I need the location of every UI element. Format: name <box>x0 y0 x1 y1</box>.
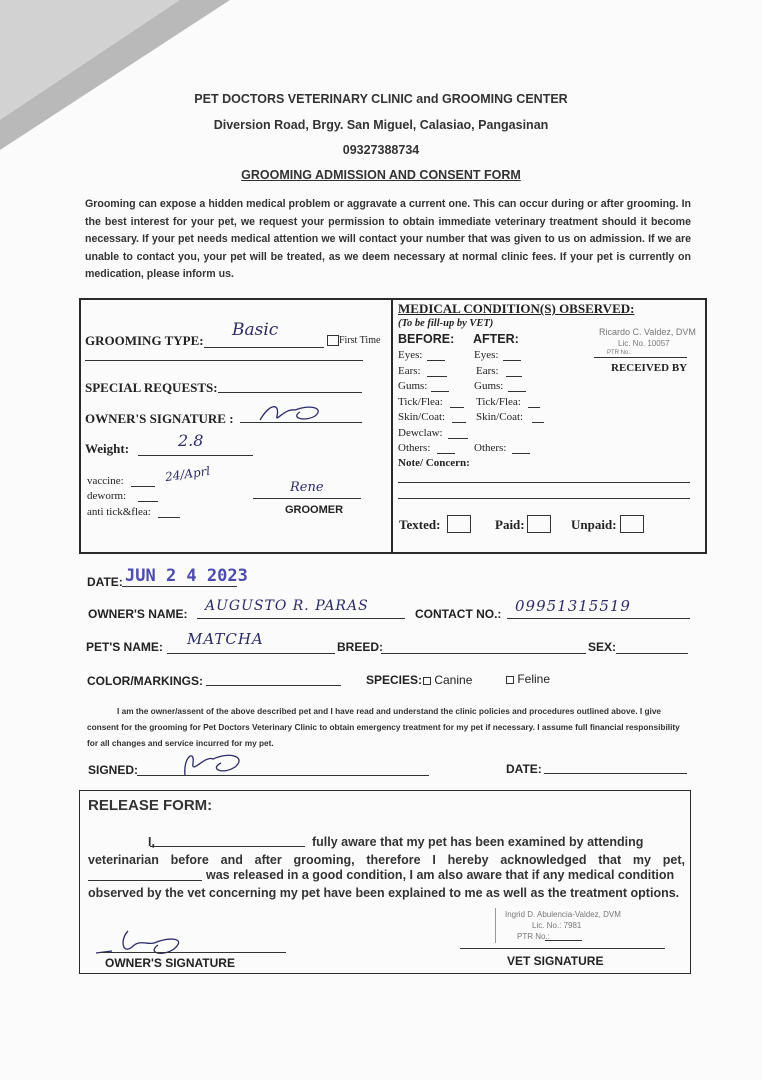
before-gums-line <box>431 391 449 392</box>
release-stamp-lic: Lic. No.: 7981 <box>532 921 582 930</box>
canine-label: Canine <box>434 673 473 687</box>
deworm-line <box>138 501 158 502</box>
groomer-label: GROOMER <box>285 504 344 516</box>
after-tickflea-line <box>528 407 540 408</box>
first-time-label: First Time <box>339 335 381 346</box>
after-eyes: Eyes: <box>474 349 499 361</box>
before-dewclaw-line <box>448 438 468 439</box>
after-others: Others: <box>474 442 507 454</box>
vet-stamp-name: Ricardo C. Valdez, DVM <box>599 327 696 337</box>
release-name-line[interactable] <box>150 846 305 847</box>
before-tickflea: Tick/Flea: <box>398 396 443 408</box>
weight-value[interactable]: 2.8 <box>178 431 204 450</box>
groomer-line <box>253 498 361 499</box>
sex-label: SEX: <box>588 640 617 654</box>
before-others-line <box>437 453 455 454</box>
texted-label: Texted: <box>399 517 441 532</box>
special-requests-label: SPECIAL REQUESTS: <box>85 380 218 395</box>
note-line-1[interactable] <box>398 482 690 483</box>
unpaid-label: Unpaid: <box>571 517 617 532</box>
antitick-label: anti tick&flea: <box>87 506 151 518</box>
before-dewclaw: Dewclaw: <box>398 427 443 439</box>
before-skincoat-line <box>452 422 466 423</box>
owner-name-label: OWNER'S NAME: <box>88 607 188 621</box>
after-ears: Ears: <box>476 365 499 377</box>
groomer-value[interactable]: Rene <box>290 480 324 495</box>
release-ptr-line <box>545 940 582 941</box>
vaccine-value[interactable]: 24/Aprl <box>164 463 211 485</box>
vaccine-line <box>131 486 155 487</box>
signed-scribble <box>175 747 255 781</box>
owner-sig-label: OWNER'S SIGNATURE <box>105 956 235 970</box>
release-stamp-border <box>495 908 496 943</box>
box-divider <box>391 300 393 552</box>
after-gums-line <box>508 391 526 392</box>
texted-checkbox[interactable] <box>447 515 471 533</box>
breed-label: BREED: <box>337 640 384 654</box>
medical-subtitle: (To be fill-up by VET) <box>398 318 494 329</box>
breed-line[interactable] <box>381 653 586 654</box>
release-i: I, <box>148 835 155 849</box>
date2-line[interactable] <box>544 773 687 774</box>
release-stamp-name: Ingrid D. Abulencia-Valdez, DVM <box>505 910 621 919</box>
weight-line <box>138 455 253 456</box>
vet-sig-line[interactable] <box>460 948 665 949</box>
grooming-type-value[interactable]: Basic <box>232 320 279 340</box>
canine-checkbox <box>423 677 431 685</box>
checkbox-icon <box>327 335 339 346</box>
before-eyes: Eyes: <box>398 349 423 361</box>
note-label: Note/ Concern: <box>398 457 470 469</box>
contact-line <box>507 618 690 619</box>
after-gums: Gums: <box>474 380 504 392</box>
after-eyes-line <box>503 360 521 361</box>
vet-stamp-ptr: PTR No.: <box>607 350 632 356</box>
pet-name-value[interactable]: MATCHA <box>187 630 264 648</box>
clinic-name: PET DOCTORS VETERINARY CLINIC and GROOMING CENTER <box>194 92 568 106</box>
signed-label: SIGNED: <box>88 763 139 777</box>
before-eyes-line <box>427 360 445 361</box>
after-skincoat: Skin/Coat: <box>476 411 524 423</box>
after-tickflea: Tick/Flea: <box>476 396 521 408</box>
release-pet-line[interactable] <box>88 880 202 881</box>
paid-checkbox[interactable] <box>527 515 551 533</box>
paid-label: Paid: <box>495 517 525 532</box>
before-others: Others: <box>398 442 431 454</box>
received-line <box>594 357 687 358</box>
release-line-2: veterinarian before and after grooming, therefore I hereby acknowledged that my pet, <box>88 853 685 867</box>
contact-label: CONTACT NO.: <box>415 607 502 621</box>
after-label: AFTER: <box>473 332 519 346</box>
before-tickflea-line <box>450 407 464 408</box>
clinic-phone: 09327388734 <box>342 143 420 157</box>
vet-sig-label: VET SIGNATURE <box>507 954 604 968</box>
sex-line[interactable] <box>616 653 688 654</box>
special-requests-line[interactable] <box>218 392 362 393</box>
medical-title: MEDICAL CONDITION(S) OBSERVED: <box>398 301 635 316</box>
first-time-checkbox[interactable] <box>327 335 380 346</box>
grooming-extra-line <box>85 360 363 361</box>
after-others-line <box>512 453 530 454</box>
before-ears-line <box>427 376 447 377</box>
grooming-type-line <box>204 347 324 348</box>
antitick-line <box>158 517 180 518</box>
owner-name-line <box>197 618 405 619</box>
grooming-type-label: GROOMING TYPE: <box>85 333 204 348</box>
feline-checkbox <box>506 676 514 684</box>
species-label: SPECIES: <box>366 673 423 687</box>
consent-paragraph: I am the owner/assent of the above described pet and I have read and understand the clinic policies and procedures outlined above. I give consent for the grooming for Pet Doctors Veterinary Clinic to obtain emergency treatment for my pet if necessary. I assume full financial responsibility for all changes and service incurred for my pet. <box>87 706 680 748</box>
intro-paragraph: Grooming can expose a hidden medical problem or aggravate a current one. This can occur during or after grooming. In the best interest for your pet, we request your permission to obtain immediate veterinary treatment should it become necessary. If your pet needs medical attention we will contact your number that was given to us on admission. If we are unable to contact you, your pet will be treated, as we deem necessary at normal clinic fees. If your pet is currently on medication, please inform us. <box>85 198 691 281</box>
before-label: BEFORE: <box>398 332 455 346</box>
date2-label: DATE: <box>506 762 542 776</box>
owner-sig-line[interactable] <box>100 952 286 953</box>
deworm-label: deworm: <box>87 490 127 502</box>
release-line-3: was released in a good condition, I am also aware that if any medical condition <box>206 868 675 882</box>
weight-label: Weight: <box>85 441 130 456</box>
after-skincoat-line <box>532 422 544 423</box>
before-ears: Ears: <box>398 365 421 377</box>
release-title: RELEASE FORM: <box>88 797 213 814</box>
note-line-2[interactable] <box>398 498 690 499</box>
release-line-1: fully aware that my pet has been examined by attending <box>312 835 644 849</box>
unpaid-checkbox[interactable] <box>620 515 644 533</box>
before-skincoat: Skin/Coat: <box>398 411 446 423</box>
owner-name-value[interactable]: AUGUSTO R. PARAS <box>205 598 369 614</box>
vaccine-label: vaccine: <box>87 475 124 487</box>
color-label: COLOR/MARKINGS: <box>87 674 203 688</box>
release-line-4: observed by the vet concerning my pet have been explained to me as well as the treatment options. <box>88 886 680 900</box>
pet-name-line <box>167 653 335 654</box>
received-by-label: RECEIVED BY <box>611 362 688 374</box>
date-line <box>122 586 237 587</box>
after-ears-line <box>506 376 522 377</box>
owner-signature-label: OWNER'S SIGNATURE : <box>85 411 234 426</box>
owner-signature-scribble <box>255 398 330 426</box>
contact-value[interactable]: 09951315519 <box>515 597 631 615</box>
pet-name-label: PET'S NAME: <box>86 640 163 654</box>
clinic-address: Diversion Road, Brgy. San Miguel, Calasiao, Pangasinan <box>213 118 549 132</box>
feline-label: Feline <box>517 672 551 686</box>
color-line[interactable] <box>206 685 341 686</box>
date-stamp[interactable]: JUN 2 4 2023 <box>125 566 248 586</box>
canine-option[interactable] <box>423 673 472 687</box>
date-label: DATE: <box>87 575 123 589</box>
release-stamp-ptr: PTR No.: <box>517 932 550 941</box>
before-gums: Gums: <box>398 380 428 392</box>
vet-stamp-lic: Lic. No. 10057 <box>618 339 670 348</box>
form-title: GROOMING ADMISSION AND CONSENT FORM <box>241 168 521 182</box>
feline-option[interactable] <box>506 672 550 686</box>
